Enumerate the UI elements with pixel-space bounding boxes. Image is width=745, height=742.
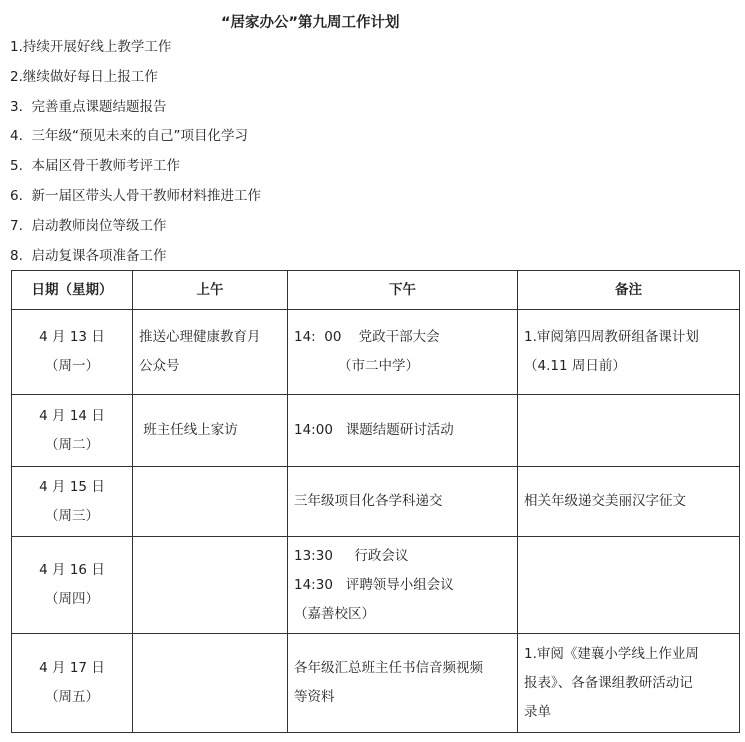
notes-cell: [518, 395, 740, 467]
cell-text: （周一）: [45, 358, 99, 374]
list-item: 1.持续开展好线上教学工作: [10, 39, 172, 55]
cell-text: （周四）: [45, 591, 99, 607]
morning-cell: [133, 467, 288, 537]
cell-text: 公众号: [139, 358, 180, 374]
afternoon-cell: [288, 537, 518, 634]
table-row: [12, 467, 740, 537]
afternoon-cell: [288, 310, 518, 395]
cell-text: （嘉善校区）: [294, 605, 375, 622]
cell-text: 三年级项目化各学科递交: [294, 493, 443, 509]
cell-text: 4 月 17 日: [39, 660, 105, 676]
cell-text: 相关年级递交美丽汉字征文: [524, 493, 686, 509]
cell-text: 1.审阅第四周教研组备课计划: [524, 329, 699, 345]
notes-cell: [518, 537, 740, 634]
cell-text: （周五）: [45, 689, 99, 705]
date-cell: [12, 537, 133, 634]
date-cell: [12, 395, 133, 467]
notes-cell: [518, 634, 740, 733]
morning-cell: [133, 634, 288, 733]
list-item: 6. 新一届区带头人骨干教师材料推进工作: [10, 187, 261, 204]
notes-cell: [518, 310, 740, 395]
list-item: 5. 本届区骨干教师考评工作: [10, 158, 180, 175]
cell-text: 4 月 15 日: [39, 478, 105, 495]
cell-text: （周二）: [45, 436, 99, 453]
table-row: [12, 310, 740, 395]
task-list: [10, 37, 261, 275]
header-notes: 备注: [518, 271, 740, 310]
cell-text: 班主任线上家访: [139, 422, 238, 438]
morning-cell: [133, 310, 288, 395]
table-row: [12, 537, 740, 634]
cell-text: 录单: [524, 703, 551, 720]
cell-text: 14: 00 党政干部大会: [294, 329, 440, 345]
cell-text: 13:30 行政会议: [294, 547, 409, 564]
cell-text: 各年级汇总班主任书信音频视频: [294, 660, 483, 676]
cell-text: 等资料: [294, 689, 335, 705]
table-row: [12, 634, 740, 733]
cell-text: 4 月 16 日: [39, 562, 105, 578]
list-item: 2.继续做好每日上报工作: [10, 68, 158, 85]
cell-text: 4 月 13 日: [39, 329, 105, 345]
table-header: [12, 271, 740, 310]
afternoon-cell: [288, 467, 518, 537]
table-row: [12, 395, 740, 467]
cell-text: 4 月 14 日: [39, 407, 105, 424]
header-afternoon: 下午: [288, 271, 518, 310]
date-cell: [12, 310, 133, 395]
cell-text: 推送心理健康教育月: [139, 329, 261, 345]
cell-text: 14:00 课题结题研讨活动: [294, 422, 454, 438]
cell-text: （周三）: [45, 507, 99, 524]
list-item: 8. 启动复课各项准备工作: [10, 247, 167, 264]
date-cell: [12, 634, 133, 733]
afternoon-cell: [288, 634, 518, 733]
cell-text: 1.审阅《建襄小学线上作业周: [524, 645, 699, 662]
notes-cell: [518, 467, 740, 537]
cell-text: （市二中学）: [338, 358, 419, 374]
list-item: 3. 完善重点课题结题报告: [10, 98, 167, 115]
header-date: 日期（星期）: [12, 271, 133, 310]
page-title: “居家办公”第九周工作计划: [221, 15, 400, 31]
cell-text: 报表》、各备课组教研活动记: [524, 674, 693, 691]
cell-text: 14:30 评聘领导小组会议: [294, 576, 454, 593]
date-cell: [12, 467, 133, 537]
schedule-table: [11, 270, 740, 733]
morning-cell: [133, 395, 288, 467]
list-item: 4. 三年级“预见未来的自己”项目化学习: [10, 128, 248, 145]
cell-text: （4.11 周日前）: [524, 358, 626, 374]
list-item: 7. 启动教师岗位等级工作: [10, 217, 167, 234]
header-morning: 上午: [133, 271, 288, 310]
morning-cell: [133, 537, 288, 634]
afternoon-cell: [288, 395, 518, 467]
